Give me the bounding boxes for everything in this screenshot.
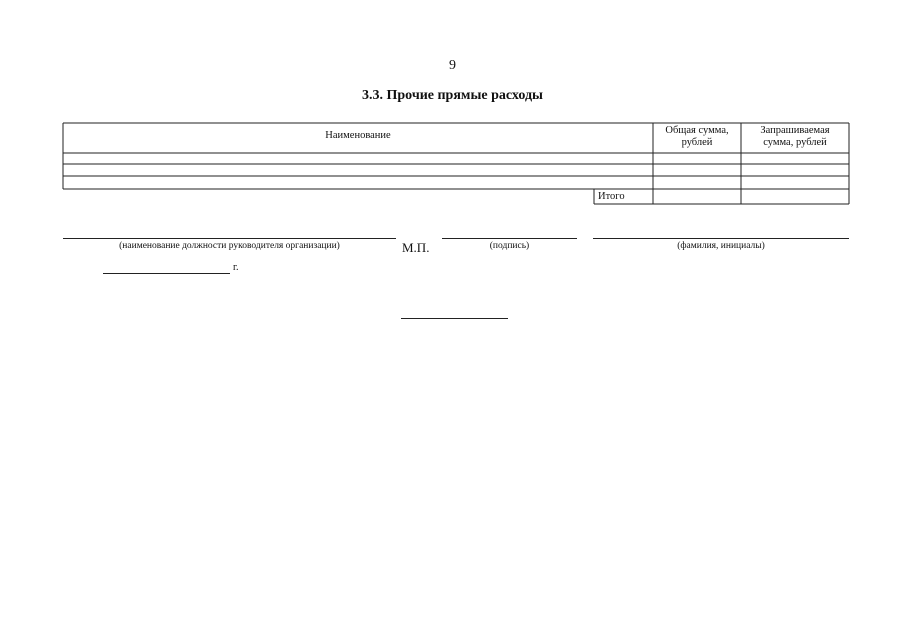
- signature-caption: (подпись): [489, 241, 530, 251]
- year-suffix: г.: [233, 262, 239, 273]
- section-title: 3.3. Прочие прямые расходы: [362, 88, 543, 103]
- stamp-label: М.П.: [402, 240, 430, 255]
- table-total-label: Итого: [598, 191, 625, 202]
- name-line: [593, 238, 849, 239]
- table-header-total-sum: [653, 125, 741, 149]
- signature-line: [442, 238, 577, 239]
- table-header-total-sum-line2: рублей: [681, 137, 713, 148]
- page-number: 9: [449, 58, 456, 73]
- position-line: [63, 238, 396, 239]
- date-line: [103, 273, 230, 274]
- end-separator: [401, 318, 508, 319]
- table-header-total-sum-line1: Общая сумма,: [665, 125, 729, 136]
- table-header-requested-sum: [741, 125, 849, 149]
- table-header-requested-sum-line2: сумма, рублей: [763, 137, 827, 148]
- table-header-requested-sum-line1: Запрашиваемая: [760, 125, 830, 136]
- table-header-name: Наименование: [325, 130, 391, 141]
- name-caption: (фамилия, инициалы): [677, 241, 765, 251]
- position-caption: (наименование должности руководителя организации): [119, 241, 340, 251]
